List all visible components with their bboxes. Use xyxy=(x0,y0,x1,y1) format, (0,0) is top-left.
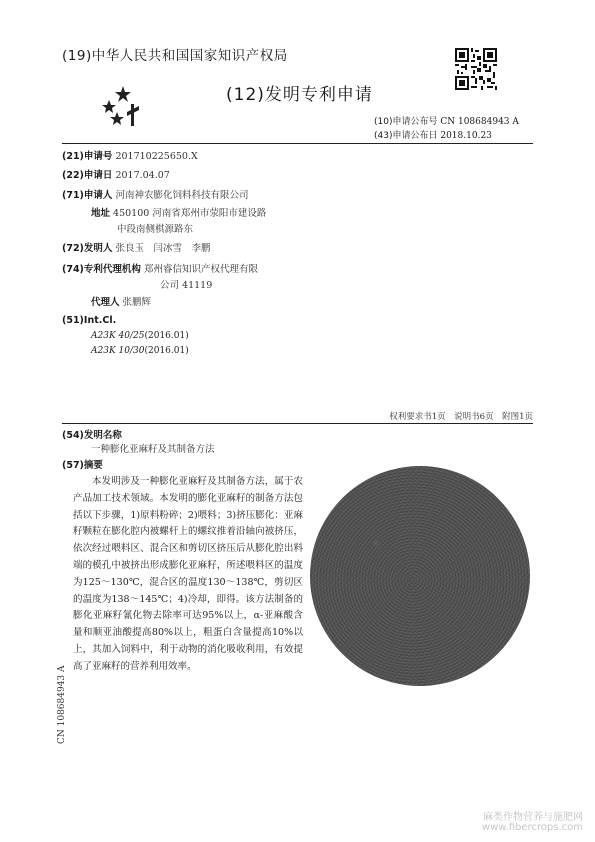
abstract-text: 本发明涉及一种膨化亚麻籽及其制备方法，属于农产品加工技术领域。本发明的膨化亚麻籽的制备方法包括以下步骤，1)原料粉碎；2)喂料；3)挤压膨化：亚麻籽颗粒在膨化腔内被螺杆上的螺纹推着沿轴向被挤压，依次经过喂料区、混合区和剪切区挤压后从膨化腔出料端的模孔中被挤出形成膨化亚麻籽，所述喂料区的温度为125～130℃，混合区的温度130～138℃，剪切区的温度为138～145℃；4)冷却，即得。该方法制备的膨化亚麻籽氰化物去除率可达95%以上，α-亚麻酸含量和顺亚油酸提高80%以上，粗蛋白含量提高10%以上，其加入饲料中，利于动物的消化吸收利用，有效提高了亚麻籽的营养利用效率。 xyxy=(73,476,303,672)
header-divider xyxy=(62,143,533,144)
expanded-flaxseed-photo xyxy=(310,466,530,686)
address-row xyxy=(91,205,266,219)
intcl-row xyxy=(62,315,116,326)
agency-line-2-row xyxy=(160,277,212,291)
watermark-url: www.fibercrops.com xyxy=(481,822,583,833)
agency-name-line-2: 公司 41119 xyxy=(160,280,213,291)
intcl-label: (51)Int.Cl. xyxy=(62,315,117,326)
application-date-label: (22)申请日 xyxy=(62,170,113,181)
abstract-label: (57)摘要 xyxy=(62,460,103,471)
agency-label: (74)专利代理机构 xyxy=(62,264,141,275)
address-line-2: 中段南侧棋源路东 xyxy=(117,224,194,235)
publication-date-label: (43)申请公布日 xyxy=(374,131,438,141)
page-count-summary: 权利要求书1页 说明书6页 附图1页 xyxy=(389,412,533,422)
title-label: (54)发明名称 xyxy=(62,430,122,441)
side-publication-number: CN 108684943 A xyxy=(57,665,67,744)
ipc-code: A23K 10/30 xyxy=(91,346,145,356)
invention-title: 一种膨化亚麻籽及其制备方法 xyxy=(91,444,215,455)
ipc-classification xyxy=(91,346,189,356)
agent-label: 代理人 xyxy=(91,297,120,308)
ipc-version: (2016.01) xyxy=(144,331,189,341)
inventor-label: (72)发明人 xyxy=(62,243,113,254)
body-divider xyxy=(62,423,533,424)
applicant-label: (71)申请人 xyxy=(62,190,113,201)
agent-name: 张鹏辉 xyxy=(122,297,152,308)
address-label: 地址 xyxy=(91,208,111,219)
publication-date-row xyxy=(374,128,492,141)
office-name: (19)中华人民共和国国家知识产权局 xyxy=(62,48,288,64)
publication-number-row xyxy=(374,114,519,127)
ipc-code: A23K 40/25 xyxy=(91,331,145,341)
application-date: 2017.04.07 xyxy=(115,170,170,181)
application-date-row xyxy=(62,167,170,181)
applicant-row xyxy=(62,187,248,201)
publication-number: CN 108684943 A xyxy=(440,117,519,127)
application-number-row xyxy=(62,148,198,162)
ipc-version: (2016.01) xyxy=(144,346,189,356)
application-number: 201710225650.X xyxy=(115,151,198,162)
qr-code-icon xyxy=(455,48,497,90)
inventor-row xyxy=(62,240,210,254)
inventor-names: 张良玉 闫冰雪 李鹏 xyxy=(115,243,211,254)
publication-number-label: (10)申请公布号 xyxy=(374,117,438,127)
applicant-name: 河南神农膨化饲料科技有限公司 xyxy=(115,190,249,201)
publication-date: 2018.10.23 xyxy=(440,131,492,141)
address-line-1: 450100 河南省郑州市荥阳市建设路 xyxy=(113,208,267,219)
ipc-classification xyxy=(91,331,189,341)
patent-office-emblem-icon xyxy=(101,84,143,128)
agency-row xyxy=(62,261,258,275)
application-number-label: (21)申请号 xyxy=(62,151,113,162)
agent-row xyxy=(91,294,151,308)
agency-name-line-1: 郑州睿信知识产权代理有限 xyxy=(143,264,258,275)
watermark-site-name: 麻类作物营养与施肥网 xyxy=(483,812,583,823)
address-line-2-row xyxy=(117,221,193,235)
document-type-title: (12)发明专利申请 xyxy=(226,85,373,105)
